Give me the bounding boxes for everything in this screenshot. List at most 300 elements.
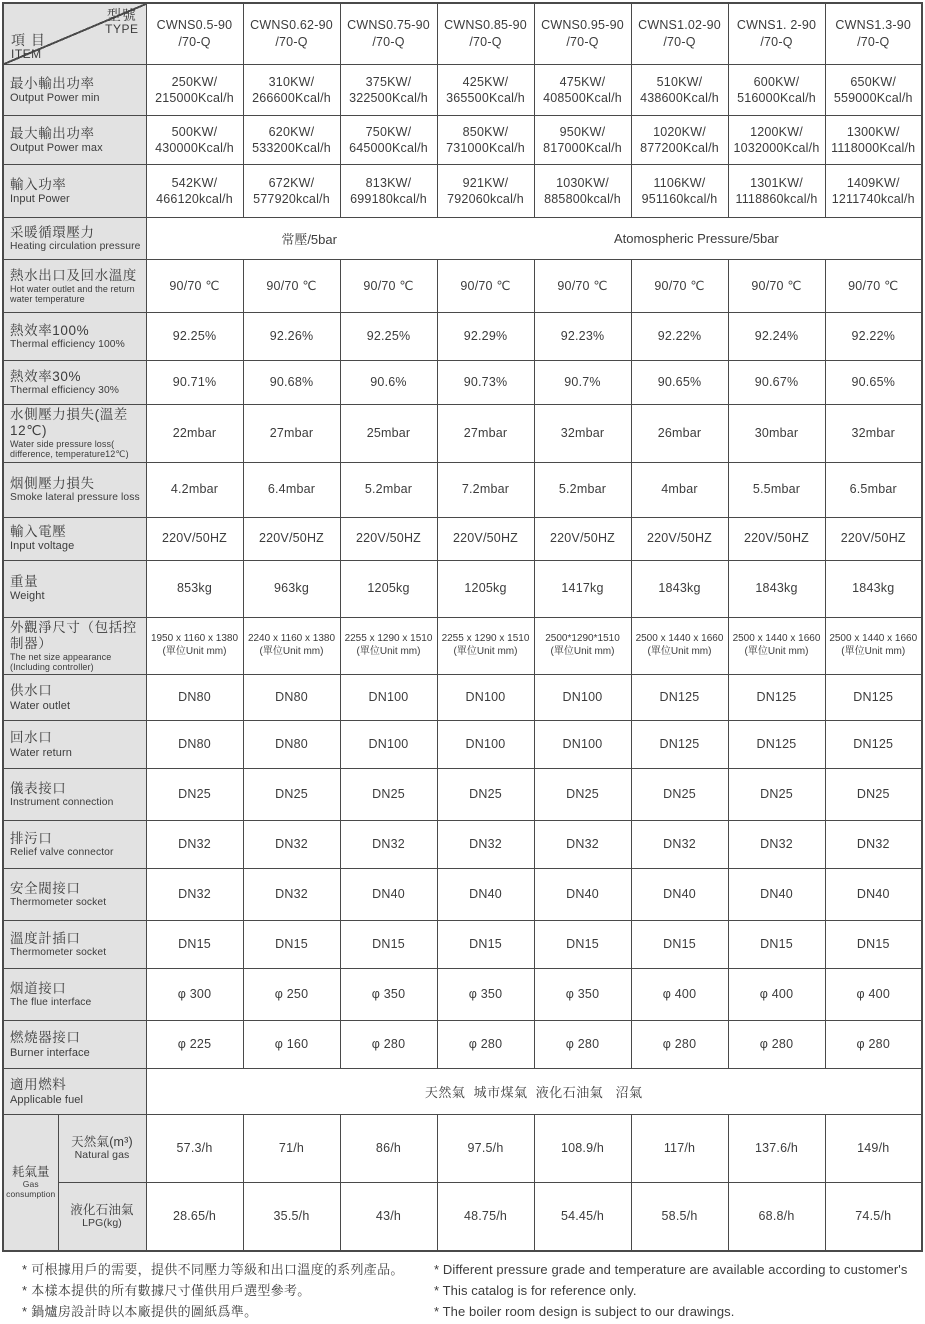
row-label-en: Thermal efficiency 30% [10, 384, 120, 396]
merged-value-cell [146, 1069, 922, 1115]
value-cell: 90.68% [243, 361, 340, 405]
value-cell: 86/h [340, 1115, 437, 1183]
value-cell: 4.2mbar [146, 462, 243, 517]
value-cell: 1205kg [437, 560, 534, 617]
value-cell: φ 160 [243, 1021, 340, 1069]
value-cell [243, 65, 340, 116]
type-label-en: TYPE [105, 22, 139, 37]
value-cell: 220V/50HZ [534, 517, 631, 560]
table-row [3, 969, 922, 1021]
value-cell: DN125 [825, 675, 922, 721]
value-cell: DN80 [243, 721, 340, 769]
value-line: (單位Unit mm) [356, 645, 421, 657]
row-label-zh: 采暖循環壓力 [10, 224, 95, 240]
value-cell: DN100 [340, 721, 437, 769]
row-label-zh: 烟側壓力損失 [10, 475, 95, 491]
row-label-zh: 熱效率30% [10, 368, 82, 384]
model-name-line: /70-Q [275, 35, 308, 49]
value-line: 215000Kcal/h [155, 91, 234, 105]
value-cell [728, 65, 825, 116]
value-cell: 137.6/h [728, 1115, 825, 1183]
value-cell: 90/70 ℃ [728, 260, 825, 313]
table-row [3, 1069, 922, 1115]
value-cell: DN32 [825, 821, 922, 869]
value-cell: DN25 [340, 769, 437, 821]
row-label-zh: 排污口 [10, 830, 53, 846]
value-cell: 97.5/h [437, 1115, 534, 1183]
model-header-cell [437, 3, 534, 65]
value-cell: 32mbar [534, 405, 631, 463]
model-header-row [3, 3, 922, 65]
row-label-zh: 天然氣(m³) [71, 1135, 133, 1150]
type-label-zh: 型號 [106, 7, 137, 23]
value-cell: 5.5mbar [728, 462, 825, 517]
model-header-cell [728, 3, 825, 65]
value-cell: 90.6% [340, 361, 437, 405]
model-name-line: /70-Q [469, 35, 502, 49]
value-cell: 90/70 ℃ [437, 260, 534, 313]
table-row [3, 405, 922, 463]
value-cell [534, 617, 631, 675]
note-line: * This catalog is for reference only. [434, 1282, 637, 1298]
value-line: 1200KW/ [750, 124, 803, 139]
row-label-en: The net size appearance (Including controller) [10, 651, 112, 672]
row-label-cell [3, 165, 146, 218]
value-cell: 92.22% [631, 313, 728, 361]
value-cell: DN125 [728, 721, 825, 769]
value-line: 2500 x 1440 x 1660 [829, 633, 918, 645]
value-cell: φ 280 [728, 1021, 825, 1069]
value-cell: DN15 [243, 921, 340, 969]
row-label-en: Output Power max [10, 141, 103, 154]
value-cell: 30mbar [728, 405, 825, 463]
value-cell: DN32 [631, 821, 728, 869]
value-line: 1950 x 1160 x 1380 [150, 633, 239, 645]
model-header-cell [243, 3, 340, 65]
value-line: 645000Kcal/h [349, 141, 428, 155]
value-cell: 220V/50HZ [243, 517, 340, 560]
value-line: 850KW/ [462, 124, 509, 139]
row-label-cell [3, 869, 146, 921]
row-label-zh: 水側壓力損失(溫差12℃) [10, 407, 128, 439]
value-cell [631, 116, 728, 165]
row-label-cell [3, 116, 146, 165]
corner-type-label [105, 7, 138, 37]
value-cell: DN125 [728, 675, 825, 721]
value-cell: 92.22% [825, 313, 922, 361]
row-label-cell [3, 921, 146, 969]
value-cell [437, 617, 534, 675]
value-cell: 220V/50HZ [437, 517, 534, 560]
row-label-cell [3, 65, 146, 116]
model-name-line: /70-Q [760, 35, 793, 49]
value-cell: 43/h [340, 1183, 437, 1251]
value-line: 1032000Kcal/h [733, 141, 820, 155]
value-cell: φ 400 [728, 969, 825, 1021]
value-cell: φ 250 [243, 969, 340, 1021]
corner-cell [3, 3, 146, 65]
model-name-line: CWNS0.62-90 [250, 18, 333, 33]
row-label-en: Relief valve connector [10, 846, 114, 858]
row-label-en: Applicable fuel [10, 1093, 84, 1106]
value-cell: 90/70 ℃ [340, 260, 437, 313]
value-cell: 92.23% [534, 313, 631, 361]
value-cell: φ 350 [437, 969, 534, 1021]
value-cell: 6.4mbar [243, 462, 340, 517]
table-row [3, 517, 922, 560]
row-label-cell [3, 1069, 146, 1115]
model-header-cell [631, 3, 728, 65]
value-cell: 27mbar [243, 405, 340, 463]
value-cell [534, 65, 631, 116]
value-line: (單位Unit mm) [162, 645, 227, 657]
row-label-cell [3, 560, 146, 617]
value-cell: DN100 [437, 721, 534, 769]
row-label-zh: 最大輸出功率 [10, 125, 95, 141]
value-cell [825, 165, 922, 218]
footnotes-english [434, 1259, 923, 1322]
value-line: (單位Unit mm) [453, 645, 518, 657]
value-cell: 90.67% [728, 361, 825, 405]
value-cell [631, 617, 728, 675]
value-line: 266600Kcal/h [252, 91, 331, 105]
row-label-cell [3, 405, 146, 463]
table-row [3, 260, 922, 313]
value-cell: 58.5/h [631, 1183, 728, 1251]
value-cell: DN125 [825, 721, 922, 769]
row-label-en: Water outlet [10, 699, 71, 712]
value-cell: 74.5/h [825, 1183, 922, 1251]
row-label-en: Burner interface [10, 1046, 90, 1059]
row-label-en: The flue interface [10, 996, 92, 1008]
value-cell: 22mbar [146, 405, 243, 463]
value-cell: φ 280 [340, 1021, 437, 1069]
model-header-cell [825, 3, 922, 65]
value-cell: DN25 [825, 769, 922, 821]
value-cell: DN80 [146, 675, 243, 721]
row-label-en: Water return [10, 746, 72, 759]
value-cell: 28.65/h [146, 1183, 243, 1251]
value-cell [631, 165, 728, 218]
value-cell: 90.7% [534, 361, 631, 405]
model-name-line: /70-Q [566, 35, 599, 49]
row-label-en: LPG(kg) [82, 1216, 122, 1229]
row-label-cell [3, 313, 146, 361]
value-line: 425KW/ [462, 74, 509, 89]
value-cell: φ 280 [534, 1021, 631, 1069]
row-label-en: Hot water outlet and the return water temperature [10, 284, 135, 305]
row-label-cell [3, 462, 146, 517]
table-row [3, 1115, 922, 1183]
value-line: 559000Kcal/h [833, 91, 913, 105]
value-cell: DN40 [825, 869, 922, 921]
value-cell [243, 165, 340, 218]
value-line: 1301KW/ [750, 175, 803, 190]
value-line: (單位Unit mm) [550, 645, 615, 657]
value-line: 2240 x 1160 x 1380 [247, 633, 336, 645]
row-label-en: Instrument connection [10, 796, 114, 808]
value-cell [825, 65, 922, 116]
value-line: 951160kcal/h [641, 192, 718, 206]
value-line: (單位Unit mm) [647, 645, 712, 657]
value-line: 600KW/ [753, 74, 800, 89]
row-label-cell [3, 675, 146, 721]
value-line: 542KW/ [171, 175, 218, 190]
value-line: 750KW/ [365, 124, 412, 139]
value-line: 2500*1290*1510 [545, 633, 620, 645]
value-cell: DN32 [437, 821, 534, 869]
value-cell: 92.24% [728, 313, 825, 361]
footnotes-chinese [22, 1259, 434, 1322]
table-row [3, 869, 922, 921]
table-row [3, 165, 922, 218]
table-row [3, 821, 922, 869]
value-cell: 48.75/h [437, 1183, 534, 1251]
row-label-en: Natural gas [74, 1149, 130, 1162]
value-cell: φ 225 [146, 1021, 243, 1069]
row-label-en: Thermal efficiency 100% [10, 338, 125, 350]
value-cell: 220V/50HZ [728, 517, 825, 560]
value-cell: DN25 [146, 769, 243, 821]
value-line: 466120kcal/h [156, 192, 233, 206]
value-cell: DN100 [437, 675, 534, 721]
merged-value-text: 天然氣 城市煤氣 液化石油氣 沼氣 [424, 1085, 643, 1101]
table-row [3, 462, 922, 517]
row-label-en: Smoke lateral pressure loss [10, 491, 140, 503]
value-cell: 57.3/h [146, 1115, 243, 1183]
value-line: (單位Unit mm) [841, 645, 906, 657]
value-cell: 90/70 ℃ [825, 260, 922, 313]
boiler-spec-table [2, 2, 923, 1252]
value-cell: φ 300 [146, 969, 243, 1021]
value-cell: 90/70 ℃ [243, 260, 340, 313]
value-cell: 90/70 ℃ [146, 260, 243, 313]
value-line: 650KW/ [850, 74, 897, 89]
row-label-cell [3, 617, 146, 675]
value-cell: DN15 [631, 921, 728, 969]
merged-value-cell [146, 218, 922, 260]
value-cell: 90/70 ℃ [534, 260, 631, 313]
table-row [3, 721, 922, 769]
value-cell [340, 165, 437, 218]
row-label-en: Heating circulation pressure [10, 240, 141, 252]
row-label-zh: 熱效率100% [10, 322, 90, 338]
value-cell: 963kg [243, 560, 340, 617]
table-row [3, 675, 922, 721]
row-label-cell [3, 361, 146, 405]
value-cell: DN80 [146, 721, 243, 769]
value-cell: DN80 [243, 675, 340, 721]
value-cell [243, 116, 340, 165]
value-cell: 92.25% [146, 313, 243, 361]
value-cell: DN40 [534, 869, 631, 921]
value-cell [825, 617, 922, 675]
value-cell [243, 617, 340, 675]
value-line: 2500 x 1440 x 1660 [635, 633, 724, 645]
value-cell [437, 165, 534, 218]
model-name-line: /70-Q [857, 35, 890, 49]
table-row [3, 769, 922, 821]
row-label-zh: 重量 [10, 574, 39, 590]
value-cell: 5.2mbar [340, 462, 437, 517]
value-cell: 220V/50HZ [825, 517, 922, 560]
row-label-zh: 外觀淨尺寸（包括控制器） [10, 619, 137, 651]
row-label-cell [3, 218, 146, 260]
item-label-en: ITEM [11, 47, 42, 62]
model-name-line: /70-Q [663, 35, 696, 49]
value-line: 2500 x 1440 x 1660 [732, 633, 821, 645]
value-line: 475KW/ [559, 74, 606, 89]
value-cell: DN32 [340, 821, 437, 869]
table-row [3, 65, 922, 116]
value-line: (單位Unit mm) [744, 645, 809, 657]
merged-value-right: Atomospheric Pressure/5bar [614, 231, 779, 246]
table-row [3, 560, 922, 617]
row-label-zh: 最小輸出功率 [10, 75, 95, 91]
value-line: 877200Kcal/h [640, 141, 719, 155]
item-label-zh: 項 目 [11, 32, 46, 49]
row-label-zh: 液化石油氣 [70, 1202, 134, 1217]
value-line: 510KW/ [656, 74, 703, 89]
value-line: 438600Kcal/h [640, 91, 719, 105]
value-line: 500KW/ [171, 124, 218, 139]
value-cell: DN100 [534, 675, 631, 721]
row-label-zh: 熱水出口及回水溫度 [10, 267, 137, 283]
note-line: * 可根據用戶的需要，提供不同壓力等級和出口溫度的系列產品。 [22, 1261, 404, 1277]
value-cell: 26mbar [631, 405, 728, 463]
model-name-line: CWNS0.85-90 [444, 18, 527, 33]
value-line: 375KW/ [365, 74, 412, 89]
value-line: 950KW/ [559, 124, 606, 139]
table-row [3, 313, 922, 361]
value-cell: 90.73% [437, 361, 534, 405]
value-line: 1211740kcal/h [831, 192, 915, 206]
model-name-line: CWNS1.3-90 [835, 18, 912, 33]
model-name-line: CWNS0.95-90 [541, 18, 624, 33]
value-line: 885800kcal/h [544, 192, 621, 206]
value-cell: 90.65% [825, 361, 922, 405]
value-cell [534, 116, 631, 165]
row-label-en: Output Power min [10, 91, 100, 104]
value-cell: 71/h [243, 1115, 340, 1183]
value-cell: 90.65% [631, 361, 728, 405]
note-line: * The boiler room design is subject to our drawings. [434, 1303, 735, 1319]
value-cell: φ 400 [631, 969, 728, 1021]
table-row [3, 218, 922, 260]
value-cell: 32mbar [825, 405, 922, 463]
row-label-en: Input Power [10, 192, 70, 205]
value-cell: 1843kg [728, 560, 825, 617]
group-label-en: Gas consumption [6, 1179, 56, 1199]
value-cell [146, 165, 243, 218]
value-line: 620KW/ [268, 124, 315, 139]
value-cell: DN32 [534, 821, 631, 869]
value-cell: DN32 [243, 869, 340, 921]
table-row [3, 617, 922, 675]
value-cell: 1843kg [825, 560, 922, 617]
value-cell: 68.8/h [728, 1183, 825, 1251]
row-label-cell [58, 1183, 146, 1251]
value-line: 1020KW/ [653, 124, 706, 139]
value-cell: 1417kg [534, 560, 631, 617]
value-cell: DN40 [340, 869, 437, 921]
value-line: 577920kcal/h [253, 192, 330, 206]
value-line: 813KW/ [365, 175, 412, 190]
row-label-zh: 安全閥接口 [10, 880, 81, 896]
value-cell: 1205kg [340, 560, 437, 617]
value-cell: 7.2mbar [437, 462, 534, 517]
value-cell: 108.9/h [534, 1115, 631, 1183]
value-cell [340, 116, 437, 165]
row-label-cell [3, 517, 146, 560]
row-label-en: Thermometer socket [10, 946, 107, 958]
value-cell [437, 116, 534, 165]
group-label-cell [3, 1115, 58, 1251]
row-label-zh: 燃燒器接口 [10, 1030, 81, 1046]
value-cell: 6.5mbar [825, 462, 922, 517]
value-cell: DN25 [243, 769, 340, 821]
merged-values [147, 229, 922, 248]
value-cell: 220V/50HZ [631, 517, 728, 560]
note-line: * 本樣本提供的所有數據尺寸僅供用戶選型參考。 [22, 1282, 311, 1298]
value-cell: 92.26% [243, 313, 340, 361]
table-row [3, 361, 922, 405]
value-line: 1030KW/ [556, 175, 609, 190]
value-cell: DN100 [340, 675, 437, 721]
model-name-line: CWNS0.5-90 [156, 18, 233, 33]
value-cell: 5.2mbar [534, 462, 631, 517]
value-cell: DN125 [631, 675, 728, 721]
row-label-zh: 儀表接口 [10, 780, 67, 796]
value-cell [825, 116, 922, 165]
value-cell: φ 350 [534, 969, 631, 1021]
value-cell [534, 165, 631, 218]
value-line: 365500Kcal/h [446, 91, 525, 105]
value-cell [728, 116, 825, 165]
value-line: 310KW/ [268, 74, 315, 89]
value-cell [728, 617, 825, 675]
value-cell: DN32 [243, 821, 340, 869]
model-name-line: CWNS1. 2-90 [736, 18, 817, 33]
value-cell: 4mbar [631, 462, 728, 517]
value-cell: DN32 [146, 821, 243, 869]
value-cell: DN15 [728, 921, 825, 969]
row-label-zh: 供水口 [10, 683, 53, 699]
value-cell: 90/70 ℃ [631, 260, 728, 313]
value-cell: DN25 [728, 769, 825, 821]
value-cell: 220V/50HZ [146, 517, 243, 560]
value-line: (單位Unit mm) [259, 645, 324, 657]
row-label-cell [3, 1021, 146, 1069]
table-row [3, 1183, 922, 1251]
value-line: 1300KW/ [846, 124, 900, 139]
corner-item-label [11, 32, 46, 62]
value-line: 322500Kcal/h [349, 91, 428, 105]
row-label-cell [3, 721, 146, 769]
row-label-cell [3, 821, 146, 869]
value-cell: 149/h [825, 1115, 922, 1183]
value-line: 1118000Kcal/h [831, 141, 916, 155]
value-line: 533200Kcal/h [252, 141, 331, 155]
value-line: 1118860kcal/h [735, 192, 818, 206]
value-cell: 92.25% [340, 313, 437, 361]
row-label-en: Water side pressure loss( difference, temperature12℃) [10, 439, 129, 460]
row-label-zh: 回水口 [10, 730, 53, 746]
value-cell: DN15 [340, 921, 437, 969]
value-cell [340, 65, 437, 116]
value-cell: DN40 [437, 869, 534, 921]
value-cell: DN15 [825, 921, 922, 969]
